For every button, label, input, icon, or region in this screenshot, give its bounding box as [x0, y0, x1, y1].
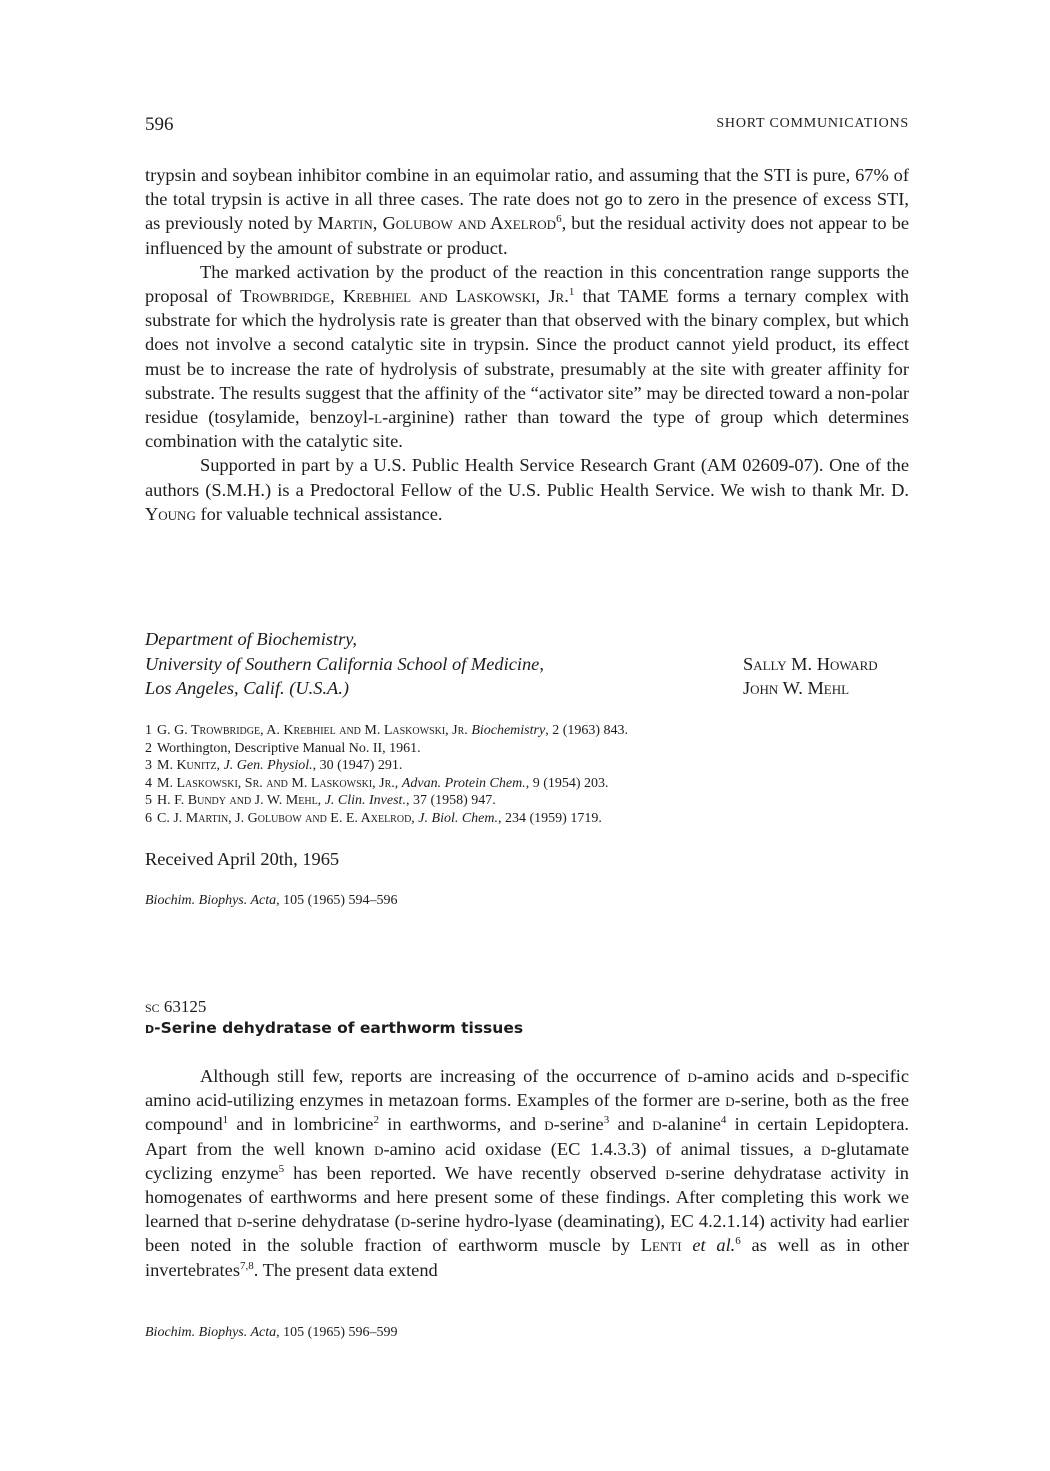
reference-list: [145, 722, 909, 827]
article-title: d-Serine dehydratase of earthworm tissues: [145, 1019, 524, 1037]
person-young: Young: [145, 503, 196, 524]
reference-item: 1 G. G. Trowbridge, A. Krebhiel and M. Laskowski, Jr. Biochemistry, 2 (1963) 843.: [145, 723, 629, 738]
paragraph-1: trypsin and soybean inhibitor combine in an equimolar ratio, and assuming that the STI is pure, 67% of the total trypsin is active in all three cases. The rate does not go to zero in the presence of excess STI, as previously noted by Martin, Golubow and Axelrod$^6$, but the residual activity does not appear to be influenced by the amount of substrate or product.: [145, 165, 909, 258]
author-list: [743, 652, 909, 701]
affiliation: Department of Biochemistry, University of Southern California School of Medicine, Los Angeles, Calif. (U.S.A.): [145, 629, 544, 698]
author-martin: Martin: [317, 213, 373, 234]
reference-item: 5 H. F. Bundy and J. W. Mehl, J. Clin. Invest., 37 (1958) 947.: [145, 793, 496, 808]
page-number: 596: [145, 114, 174, 135]
page-header: [145, 114, 909, 138]
running-head: SHORT COMMUNICATIONS: [716, 116, 909, 131]
reference-item: 3 M. Kunitz, J. Gen. Physiol., 30 (1947) 291.: [145, 758, 403, 773]
ref-marker: 6: [556, 213, 562, 226]
author-golubow-axelrod: Golubow and Axelrod: [382, 213, 557, 234]
author-trowbridge: Trowbridge, Krebhiel and Laskowski, Jr.: [240, 286, 569, 307]
paragraph-acknowledgement: Supported in part by a U.S. Public Health Service Research Grant (AM 02609-07). One of the authors (S.M.H.) is a Predoctoral Fellow of the U.S. Public Health Service. We wish to thank Mr. D. Young for valuable technical assistance.: [145, 455, 909, 524]
author-name: Sally M. Howard: [743, 653, 878, 674]
received-date: Received April 20th, 1965: [145, 849, 340, 869]
paragraph-intro: Although still few, reports are increasing of the occurrence of d-amino acids and d-specific amino acid-utilizing enzymes in metazoan forms. Examples of the former are d-serine, both as the free compound$^1$ and in lombricine$^2$ in earthworms, and d-serine$^3$ and d-alanine$^4$ in certain Lepidoptera. Apart from the well known d-amino acid oxidase (EC 1.4.3.3) of animal tissues, a d-glutamate cyclizing enzyme$^5$ has been reported. We have recently observed d-serine dehydratase activity in homogenates of earthworms and here present some of these findings. After completing this work we learned that d-serine dehydratase (d-serine hydro-lyase (deaminating), EC 4.2.1.14) activity had earlier been noted in the soluble fraction of earthworm muscle by Lenti et al.$^6$ as well as in other invertebrates$^{7,8}$. The present data extend: [145, 1066, 909, 1280]
journal-citation-next: Biochim. Biophys. Acta, 105 (1965) 596–599: [145, 1325, 398, 1340]
body-text-top: [145, 163, 909, 526]
body-text-article: [145, 1064, 909, 1282]
reference-item: 2 Worthington, Descriptive Manual No. II, 1961.: [145, 740, 421, 756]
journal-citation: Biochim. Biophys. Acta, 105 (1965) 594–596: [145, 893, 398, 908]
article-number: sc 63125: [145, 997, 207, 1016]
reference-item: 4 M. Laskowski, Sr. and M. Laskowski, Jr., Advan. Protein Chem., 9 (1954) 203.: [145, 775, 609, 791]
paragraph-2: The marked activation by the product of the reaction in this concentration range supports the proposal of Trowbridge, Krebhiel and Laskowski, Jr.$^1$ that TAME forms a ternary complex with substrate for which the hydrolysis rate is greater than that observed with the binary complex, but which does not involve a second catalytic site in trypsin. Since the product cannot yield product, its effect must be to increase the rate of hydrolysis of substrate, presumably at the site with greater affinity for substrate. The results suggest that the affinity of the “activator site” may be directed toward a non-polar residue (tosylamide, benzoyl-l-arginine) rather than toward the type of group which determines combination with the catalytic site.: [145, 261, 909, 452]
reference-item: 6 C. J. Martin, J. Golubow and E. E. Axelrod, J. Biol. Chem., 234 (1959) 1719.: [145, 810, 602, 826]
ref-marker: 1: [568, 285, 575, 298]
author-name: John W. Mehl: [743, 678, 850, 698]
